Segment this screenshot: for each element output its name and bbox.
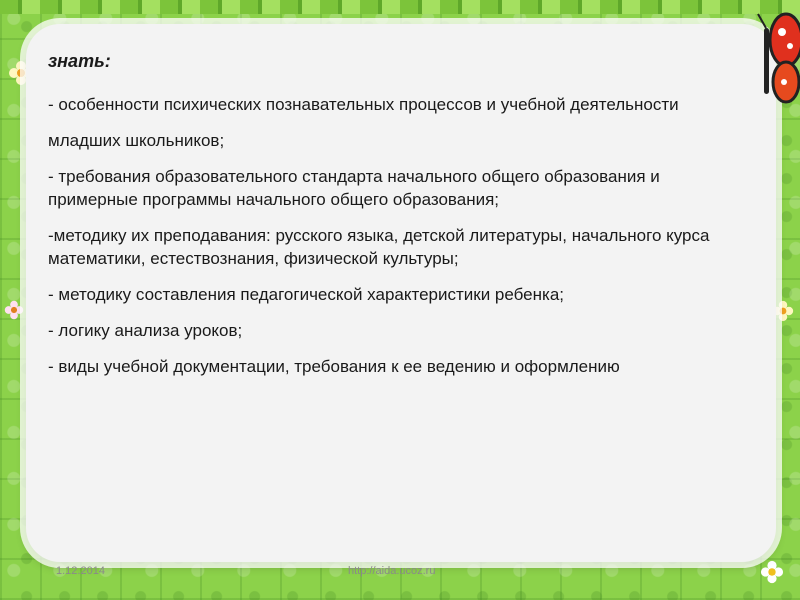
flower-icon: [760, 560, 784, 584]
list-item: -методику их преподавания: русского языка, детской литературы, начального курса математики, естествознания, физической культуры;: [48, 226, 710, 268]
list-item: - логику анализа уроков;: [48, 321, 243, 340]
list-item: - виды учебной документации, требования к ее ведению и оформлению: [48, 357, 620, 376]
slide-heading: знать:: [48, 51, 111, 71]
list-item: - методику составления педагогической характеристики ребенка;: [48, 285, 565, 304]
list-item: - особенности психических познавательных процессов и учебной деятельности: [48, 95, 679, 114]
flower-icon: [4, 300, 24, 320]
list-item: младших школьников;: [48, 131, 225, 150]
butterfly-icon: [752, 10, 800, 110]
footer-url: http://aida.ucoz.ru: [348, 565, 436, 577]
footer-date: 1.12.2014: [56, 565, 105, 577]
top-border: [0, 0, 800, 14]
list-item: - требования образовательного стандарта начального общего образования и примерные программы начального общего образования;: [48, 167, 660, 209]
slide-content: [48, 50, 738, 391]
